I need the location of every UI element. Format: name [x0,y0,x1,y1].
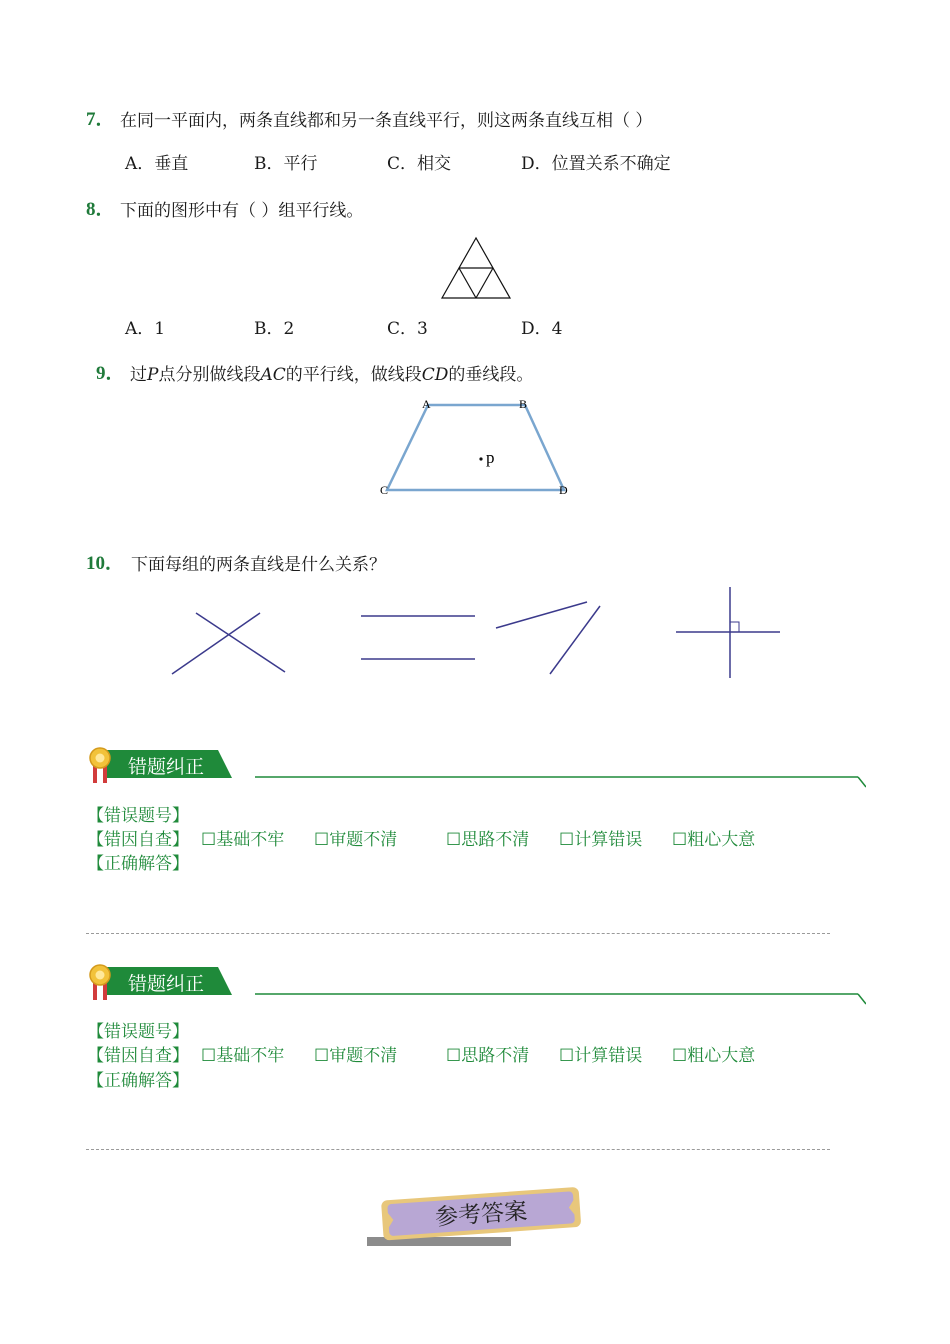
point-p [479,457,482,460]
correction-title-2: 错题纠正 [128,973,205,995]
wrong-number-label-2: 【错误题号】 [87,1022,189,1042]
label-a: A [422,397,431,411]
question-8-text: 下面的图形中有（ ）组平行线。 [120,201,364,221]
cause-option[interactable]: ☐审题不清 [314,1046,398,1066]
question-9-text: 过P点分别做线段AC的平行线，做线段CD的垂线段。 [130,365,534,385]
medal-icon [90,748,110,783]
correction-title-1: 错题纠正 [128,756,205,778]
question-7-number: 7． [86,109,115,130]
parallel-lines [361,616,475,659]
medal-icon [90,965,110,1000]
cause-label-1: 【错因自查】 [87,830,189,850]
label-p: p [486,448,495,467]
question-7-text: 在同一平面内，两条直线都和另一条直线平行，则这两条直线互相（ ） [120,111,653,131]
perpendicular-lines [676,587,780,678]
question-10-number: 10． [86,553,125,574]
cause-label-2: 【错因自查】 [87,1046,189,1066]
cause-option[interactable]: ☐粗心大意 [672,830,756,850]
intersecting-lines [172,613,285,674]
dashed-divider-1 [86,933,830,934]
cause-option[interactable]: ☐计算错误 [559,1046,643,1066]
question-9-number: 9． [96,363,125,384]
dashed-divider-2 [86,1149,830,1150]
question-10-text: 下面每组的两条直线是什么关系？ [131,555,386,575]
label-c: C [380,483,389,497]
triangle-figure [438,236,514,302]
trapezoid-figure [376,394,576,500]
q7-option-b: B．平行 [254,154,318,174]
q8-option-d: D．4 [521,319,563,339]
label-b: B [519,397,528,411]
q8-option-a: A．1 [125,319,166,339]
correct-answer-label-2: 【正确解答】 [87,1071,189,1091]
cause-option[interactable]: ☐粗心大意 [672,1046,756,1066]
cause-option[interactable]: ☐基础不牢 [201,830,285,850]
answer-banner [362,1184,592,1252]
q7-option-c: C．相交 [387,154,452,174]
answer-banner-text: 参考答案 [434,1198,528,1231]
q7-option-d: D．位置关系不确定 [521,154,671,174]
cause-option[interactable]: ☐审题不清 [314,830,398,850]
q8-option-b: B．2 [254,319,295,339]
q7-option-a: A．垂直 [125,154,189,174]
label-d: D [559,483,568,497]
q8-option-c: C．3 [387,319,428,339]
cause-option[interactable]: ☐思路不清 [446,830,530,850]
non-crossing-segments [496,602,600,674]
cause-option[interactable]: ☐基础不牢 [201,1046,285,1066]
wrong-number-label-1: 【错误题号】 [87,806,189,826]
cause-option[interactable]: ☐计算错误 [559,830,643,850]
question-8-number: 8． [86,199,115,220]
cause-option[interactable]: ☐思路不清 [446,1046,530,1066]
correct-answer-label-1: 【正确解答】 [87,854,189,874]
line-pairs-figure [160,580,800,690]
